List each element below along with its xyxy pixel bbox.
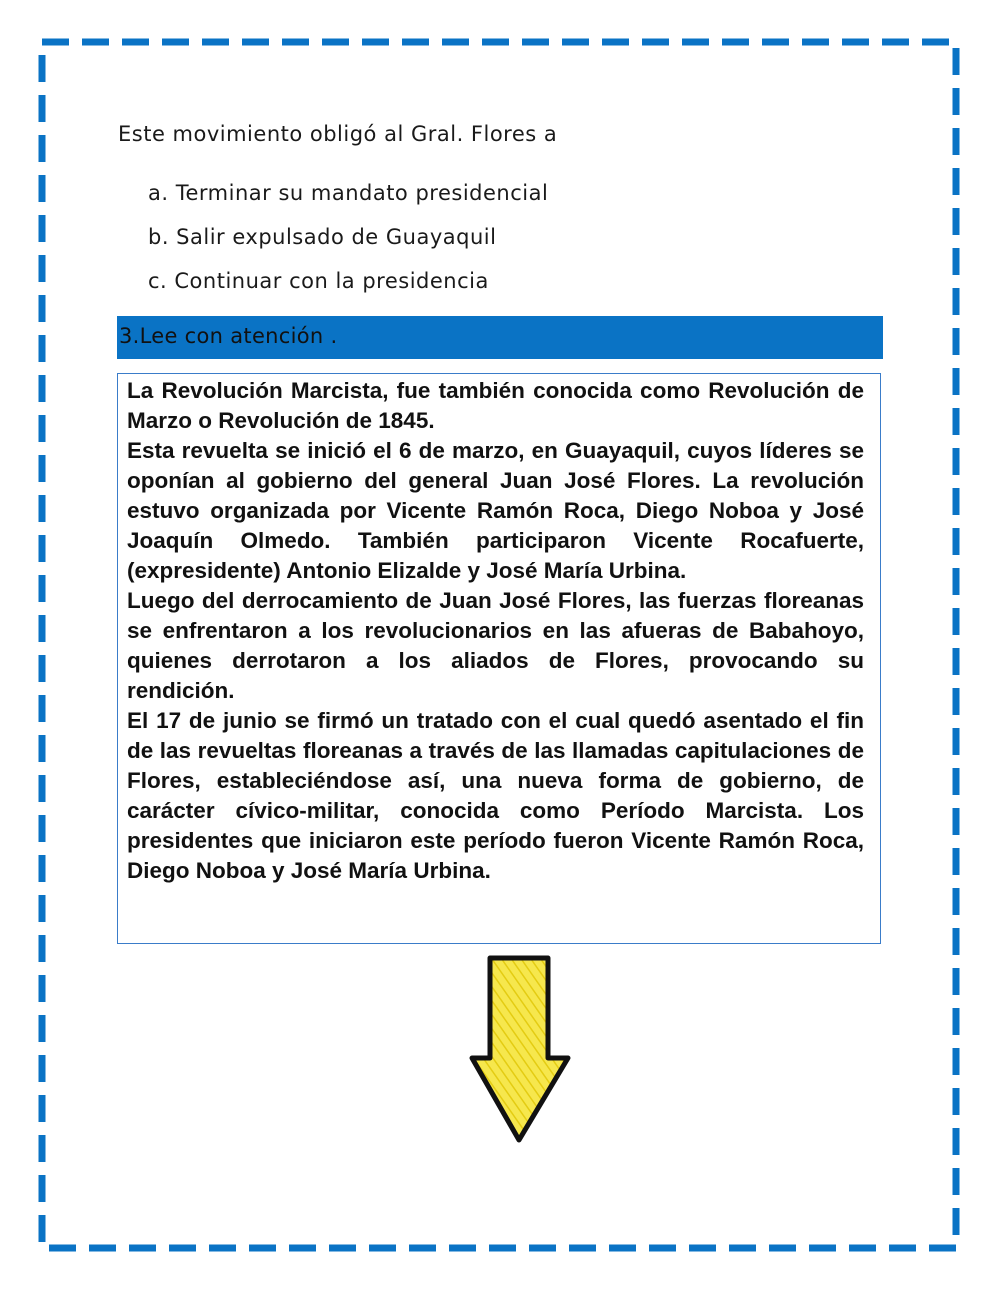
option-c[interactable]: c. Continuar con la presidencia [148,269,489,293]
option-b[interactable]: b. Salir expulsado de Guayaquil [148,225,497,249]
reading-paragraph-3: Luego del derrocamiento de Juan José Flores, las fuerzas floreanas se enfrentaron a los revolucionarios en las afueras de Babahoyo, quienes derrotaron a los aliados de Flores, provocando su rendición. [127,588,864,703]
section-heading: 3.Lee con atención . [119,324,338,348]
option-a[interactable]: a. Terminar su mandato presidencial [148,181,549,205]
section-banner [117,316,883,359]
question-prompt: Este movimiento obligó al Gral. Flores a [118,122,558,146]
reading-paragraph-2: Esta revuelta se inició el 6 de marzo, en Guayaquil, cuyos líderes se oponían al gobierno del general Juan José Flores. La revolución estuvo organizada por Vicente Ramón Roca, Diego Noboa y José Joaquín Olmedo. También participaron Vicente Rocafuerte, (expresidente) Antonio Elizalde y José María Urbina. [127,438,864,583]
down-arrow-icon [468,954,574,1148]
reading-passage [117,373,881,944]
reading-paragraph-4: El 17 de junio se firmó un tratado con el cual quedó asentado el fin de las revueltas floreanas a través de las llamadas capitulaciones de Flores, estableciéndose así, una nueva forma de gobierno, de carácter cívico-militar, conocida como Período Marcista. Los presidentes que iniciaron este período fueron Vicente Ramón Roca, Diego Noboa y José María Urbina. [127,708,864,883]
answer-options [148,178,548,310]
reading-paragraph-1: La Revolución Marcista, fue también conocida como Revolución de Marzo o Revolución de 1845. [127,378,864,433]
